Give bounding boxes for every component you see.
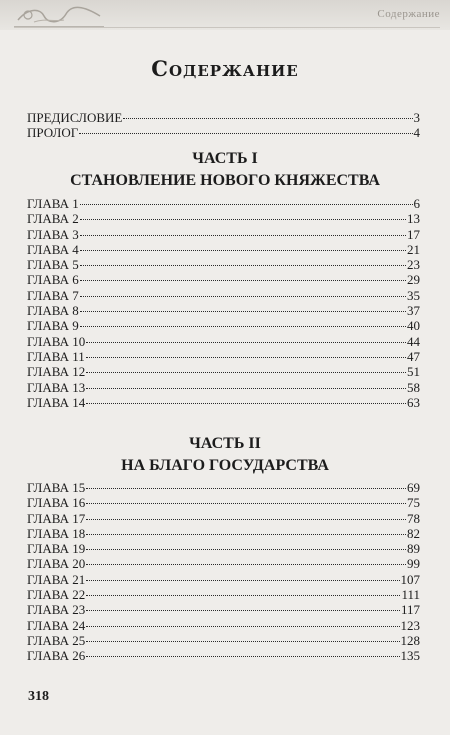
toc-entry[interactable] xyxy=(27,272,420,287)
toc-entry-page: 123 xyxy=(400,617,420,633)
toc-entry[interactable] xyxy=(27,364,420,379)
toc-entry-label: ГЛАВА 21 xyxy=(27,571,86,587)
toc-entry-label: ГЛАВА 6 xyxy=(27,272,79,288)
toc-entry-page: 117 xyxy=(400,602,420,618)
toc-entry[interactable] xyxy=(27,395,420,410)
toc-entry-page: 111 xyxy=(401,587,420,603)
toc-entry-page: 44 xyxy=(407,333,420,349)
dot-leader xyxy=(86,534,406,535)
toc-entry-page: 82 xyxy=(407,525,420,541)
toc-entry-label: ГЛАВА 9 xyxy=(27,318,79,334)
toc-entry-page: 135 xyxy=(400,648,420,664)
toc-entry[interactable] xyxy=(27,526,420,541)
dot-leader xyxy=(80,219,406,220)
toc-entry-label: ГЛАВА 16 xyxy=(27,495,86,511)
toc-entry-label: ПРЕДИСЛОВИЕ xyxy=(27,110,123,125)
dot-leader xyxy=(80,311,406,312)
toc-entry-page: 89 xyxy=(407,541,420,557)
toc-entry-page: 63 xyxy=(407,394,420,410)
toc-entry-label: ГЛАВА 11 xyxy=(27,348,85,364)
toc-entry-label: ГЛАВА 20 xyxy=(27,556,86,572)
toc-entry[interactable] xyxy=(27,257,420,272)
toc-entry[interactable] xyxy=(27,380,420,395)
toc-entry-page: 37 xyxy=(407,303,420,319)
running-head: Содержание xyxy=(377,8,440,20)
toc-entry[interactable] xyxy=(27,587,420,602)
toc-entry-label: ГЛАВА 18 xyxy=(27,525,86,541)
toc-entry-page: 58 xyxy=(407,379,420,395)
toc-entry-page: 75 xyxy=(407,495,420,511)
dot-leader xyxy=(86,357,406,358)
dot-leader xyxy=(86,610,400,611)
part-heading xyxy=(0,148,450,192)
dot-leader xyxy=(86,656,399,657)
dot-leader xyxy=(86,503,406,504)
toc-entry[interactable] xyxy=(27,511,420,526)
toc-entry-page: 99 xyxy=(407,556,420,572)
dot-leader xyxy=(80,250,406,251)
toc-entry-label: ГЛАВА 23 xyxy=(27,602,86,618)
dot-leader xyxy=(79,133,412,134)
dot-leader xyxy=(80,296,406,297)
toc-entry-label: ГЛАВА 12 xyxy=(27,364,86,380)
part-heading xyxy=(0,433,450,477)
part-title: СТАНОВЛЕНИЕ НОВОГО КНЯЖЕСТВА xyxy=(70,172,380,189)
toc-entry[interactable] xyxy=(27,633,420,648)
part-number: ЧАСТЬ II xyxy=(189,435,261,452)
toc-entry-label: ГЛАВА 8 xyxy=(27,303,79,319)
toc-entry[interactable] xyxy=(27,572,420,587)
dot-leader xyxy=(86,372,406,373)
toc-entry-page: 21 xyxy=(407,241,420,257)
dot-leader xyxy=(86,388,406,389)
toc-entry-label: ГЛАВА 10 xyxy=(27,333,86,349)
dot-leader xyxy=(86,564,406,565)
toc-entry[interactable] xyxy=(27,211,420,226)
toc-entry-page: 78 xyxy=(407,510,420,526)
toc-entry[interactable] xyxy=(27,648,420,663)
toc-entry[interactable] xyxy=(27,318,420,333)
toc-entry-page: 128 xyxy=(400,632,420,648)
toc-entry[interactable] xyxy=(27,349,420,364)
toc-entry-label: ГЛАВА 2 xyxy=(27,211,79,227)
toc-entry-label: ГЛАВА 3 xyxy=(27,226,79,242)
toc-entry-label: ГЛАВА 7 xyxy=(27,287,79,303)
toc-entry-label: ПРОЛОГ xyxy=(27,125,79,141)
dot-leader xyxy=(80,204,413,205)
toc-entry[interactable] xyxy=(27,288,420,303)
part-number: ЧАСТЬ I xyxy=(192,150,258,167)
dot-leader xyxy=(86,488,406,489)
toc-front-matter xyxy=(27,110,420,141)
toc-entry-label: ГЛАВА 22 xyxy=(27,587,86,603)
toc-entry[interactable] xyxy=(27,242,420,257)
toc-entry-page: 17 xyxy=(407,226,420,242)
toc-entry-page: 23 xyxy=(407,257,420,273)
dot-leader xyxy=(86,342,406,343)
toc-entry-label: ГЛАВА 19 xyxy=(27,541,86,557)
toc-entry-page: 13 xyxy=(407,211,420,227)
ornament-icon xyxy=(14,4,104,27)
toc-entry-label: ГЛАВА 5 xyxy=(27,257,79,273)
toc-entry-label: ГЛАВА 15 xyxy=(27,480,86,495)
toc-entry[interactable] xyxy=(27,541,420,556)
toc-entry[interactable] xyxy=(27,480,420,495)
toc-entry[interactable] xyxy=(27,303,420,318)
part-title: НА БЛАГО ГОСУДАРСТВА xyxy=(121,457,329,474)
toc-entry-label: ГЛАВА 25 xyxy=(27,632,86,648)
toc-entry-label: ГЛАВА 24 xyxy=(27,617,86,633)
dot-leader xyxy=(86,580,399,581)
toc-entry-page: 47 xyxy=(407,348,420,364)
toc-entry[interactable] xyxy=(27,227,420,242)
toc-part-1-chapters xyxy=(27,196,420,410)
toc-part-2-chapters xyxy=(27,480,420,664)
toc-entry-page: 29 xyxy=(407,272,420,288)
toc-entry-page: 69 xyxy=(407,480,420,495)
header-divider xyxy=(14,27,440,28)
toc-entry[interactable] xyxy=(27,618,420,633)
dot-leader xyxy=(86,403,406,404)
toc-entry-label: ГЛАВА 17 xyxy=(27,510,86,526)
page-header xyxy=(0,0,450,30)
toc-entry[interactable] xyxy=(27,556,420,571)
toc-entry-page: 107 xyxy=(400,571,420,587)
dot-leader xyxy=(86,595,400,596)
dot-leader xyxy=(80,235,406,236)
dot-leader xyxy=(123,118,412,119)
dot-leader xyxy=(86,626,399,627)
toc-entry[interactable] xyxy=(27,110,420,125)
page-title: Содержание xyxy=(151,56,299,81)
dot-leader xyxy=(80,265,406,266)
toc-entry[interactable] xyxy=(27,602,420,617)
toc-entry-label: ГЛАВА 26 xyxy=(27,648,86,664)
toc-entry-page: 40 xyxy=(407,318,420,334)
toc-entry-page: 3 xyxy=(413,110,420,125)
toc-entry[interactable] xyxy=(27,125,420,140)
toc-entry[interactable] xyxy=(27,196,420,211)
toc-entry[interactable] xyxy=(27,334,420,349)
dot-leader xyxy=(86,519,406,520)
toc-entry-page: 4 xyxy=(413,125,420,141)
toc-entry-label: ГЛАВА 13 xyxy=(27,379,86,395)
toc-entry[interactable] xyxy=(27,495,420,510)
dot-leader xyxy=(80,280,406,281)
toc-entry-label: ГЛАВА 14 xyxy=(27,394,86,410)
toc-entry-label: ГЛАВА 1 xyxy=(27,196,79,211)
page-number: 318 xyxy=(28,689,49,704)
toc-entry-page: 51 xyxy=(407,364,420,380)
dot-leader xyxy=(80,326,406,327)
dot-leader xyxy=(86,549,406,550)
toc-entry-label: ГЛАВА 4 xyxy=(27,241,79,257)
toc-entry-page: 35 xyxy=(407,287,420,303)
toc-entry-page: 6 xyxy=(413,196,420,211)
dot-leader xyxy=(86,641,399,642)
